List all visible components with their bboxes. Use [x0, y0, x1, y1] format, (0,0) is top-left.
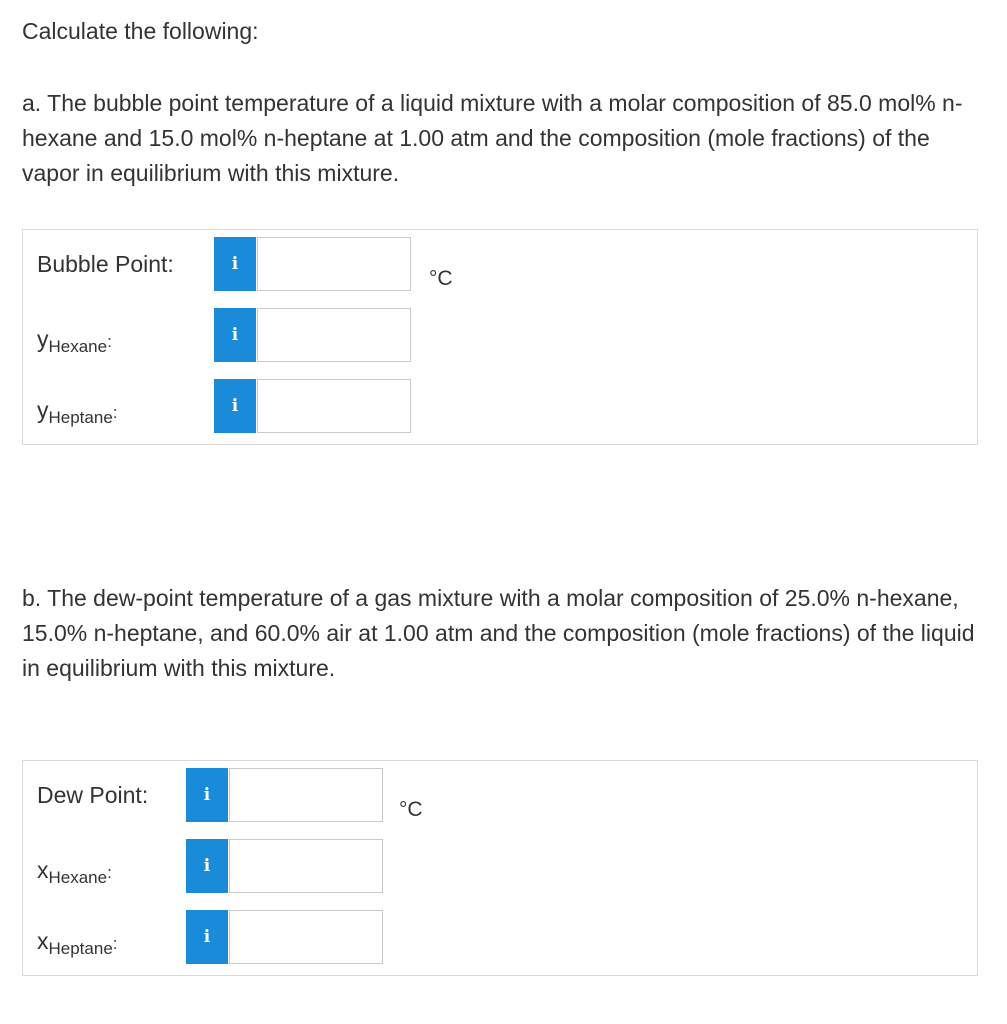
x-hexane-info-button[interactable]	[186, 839, 228, 893]
bubble-point-unit: °C	[429, 267, 453, 290]
x-heptane-input[interactable]	[229, 910, 383, 964]
info-icon: i	[231, 325, 239, 345]
x-heptane-info-button[interactable]	[186, 910, 228, 964]
y-hexane-info-button[interactable]	[214, 308, 256, 362]
intro-heading: Calculate the following:	[22, 18, 259, 44]
x-heptane-label: $x_{Heptane}$:	[37, 928, 118, 958]
part-a-answer-box	[22, 229, 978, 445]
part-b-prompt: b. The dew-point temperature of a gas mixture with a molar composition of 25.0% n-hexane, 15.0% n-heptane, and 60.0% air at 1.00 atm and the composition (mole fractions) of the liquid in equilibrium with this mixture.	[22, 585, 975, 681]
y-heptane-info-button[interactable]	[214, 379, 256, 433]
part-a-prompt: a. The bubble point temperature of a liquid mixture with a molar composition of 85.0 mol% n-hexane and 15.0 mol% n-heptane at 1.00 atm and the composition (mole fractions) of the vapor in equilibrium with this mixture.	[22, 90, 963, 186]
dew-point-unit: °C	[399, 798, 423, 821]
dew-point-label: Dew Point:	[37, 782, 149, 808]
y-heptane-input[interactable]	[257, 379, 411, 433]
x-hexane-input[interactable]	[229, 839, 383, 893]
y-heptane-label: $y_{Heptane}$:	[37, 397, 118, 427]
y-heptane-row	[23, 379, 977, 433]
info-icon: i	[231, 254, 239, 274]
info-icon: i	[203, 785, 211, 805]
x-heptane-row	[23, 910, 977, 964]
dew-point-input[interactable]	[229, 768, 383, 822]
info-icon: i	[231, 396, 239, 416]
y-hexane-row	[23, 308, 977, 362]
y-hexane-label: $y_{Hexane}$:	[37, 326, 112, 356]
bubble-point-label: Bubble Point:	[37, 251, 174, 277]
bubble-point-input[interactable]	[257, 237, 411, 291]
dew-point-row	[23, 768, 977, 822]
x-hexane-row	[23, 839, 977, 893]
x-hexane-label: $x_{Hexane}$:	[37, 857, 112, 887]
y-hexane-input[interactable]	[257, 308, 411, 362]
part-b-answer-box	[22, 760, 978, 976]
bubble-point-info-button[interactable]	[214, 237, 256, 291]
bubble-point-row	[23, 237, 977, 291]
dew-point-info-button[interactable]	[186, 768, 228, 822]
info-icon: i	[203, 856, 211, 876]
info-icon: i	[203, 927, 211, 947]
